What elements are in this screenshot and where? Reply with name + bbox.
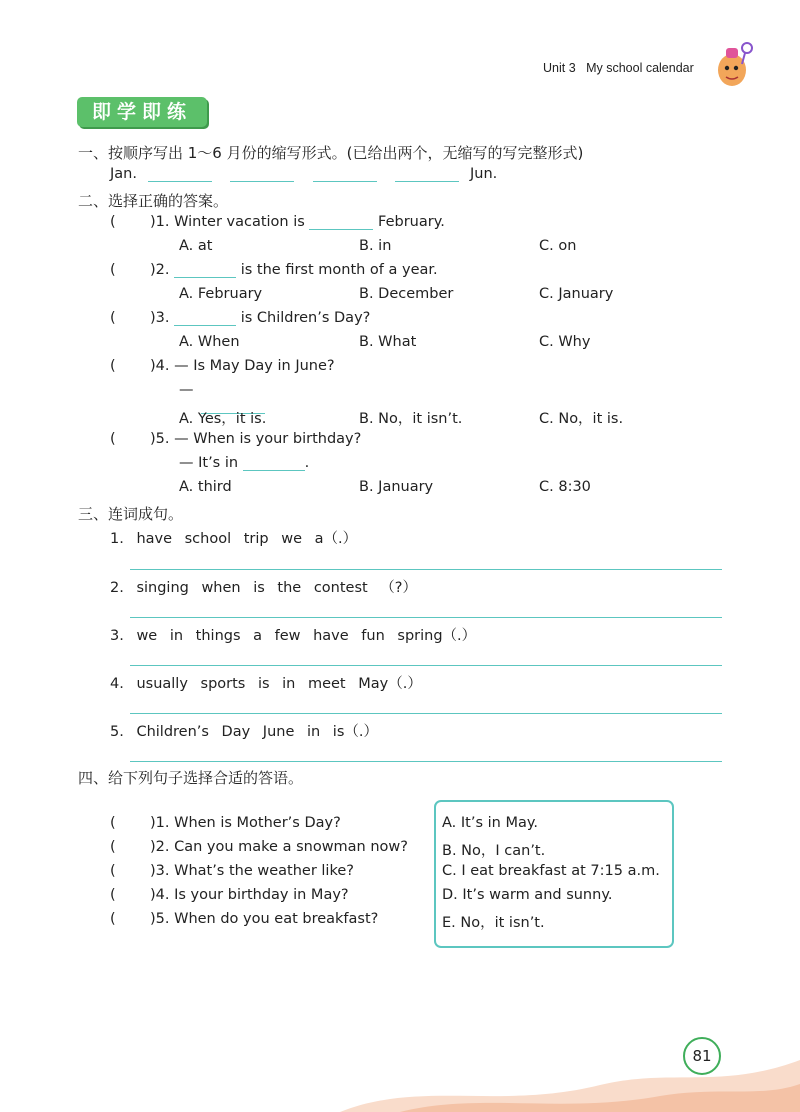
answer-paren[interactable]: ( <box>110 358 116 374</box>
option-c[interactable]: C. on <box>539 238 577 254</box>
section-badge: 即学即练 <box>77 97 207 127</box>
mascot-illustration <box>712 40 754 92</box>
match-question: )1. When is Mother’s Day? <box>150 815 341 831</box>
answer-paren[interactable]: ( <box>110 431 116 447</box>
answer-blank[interactable] <box>243 456 305 471</box>
scrambled-words: 5. Children’s Day June in is（.） <box>110 724 378 740</box>
month-jun: Jun. <box>470 166 498 182</box>
question-text: is Children’s Day? <box>240 310 371 326</box>
unit-label: Unit 3 <box>543 61 576 75</box>
match-answer: C. I eat breakfast at 7:15 a.m. <box>442 863 660 879</box>
answer-paren[interactable]: ( <box>110 214 116 230</box>
match-question: )3. What’s the weather like? <box>150 863 354 879</box>
match-question: )5. When do you eat breakfast? <box>150 911 379 927</box>
question-text: — When is your birthday? <box>174 431 362 447</box>
option-a[interactable]: A. February <box>179 286 263 302</box>
question-text: Winter vacation is <box>174 214 305 230</box>
option-a[interactable]: A. Yes，it is. <box>179 411 267 427</box>
answer-blank[interactable] <box>174 263 236 278</box>
match-question: )4. Is your birthday in May? <box>150 887 349 903</box>
mcq-question <box>150 310 370 326</box>
match-answer: A. It’s in May. <box>442 815 538 831</box>
answer-paren[interactable]: ( <box>110 911 116 927</box>
question-number: )2. <box>150 262 170 278</box>
footer-wave-decoration <box>340 1040 800 1112</box>
match-answer: D. It’s warm and sunny. <box>442 887 613 903</box>
match-answer: E. No，it isn’t. <box>442 915 545 931</box>
question-number: )5. <box>150 431 170 447</box>
answer-blank[interactable] <box>174 311 236 326</box>
answer-line[interactable] <box>130 761 722 762</box>
option-c[interactable]: C. No，it is. <box>539 411 624 427</box>
scrambled-words: 4. usually sports is in meet May（.） <box>110 676 422 692</box>
scrambled-words: 3. we in things a few have fun spring（.） <box>110 628 477 644</box>
answer-blank[interactable] <box>395 167 459 182</box>
option-b[interactable]: B. What <box>359 334 417 350</box>
option-c[interactable]: C. 8:30 <box>539 479 591 495</box>
option-a[interactable]: A. third <box>179 479 232 495</box>
answer-blank[interactable] <box>230 167 294 182</box>
answer-paren[interactable]: ( <box>110 863 116 879</box>
mcq-question <box>150 358 335 374</box>
question-number: )1. <box>150 214 170 230</box>
section4-heading: 四、给下列句子选择合适的答语。 <box>78 769 304 787</box>
section2-heading: 二、选择正确的答案。 <box>78 192 229 210</box>
scrambled-words: 2. singing when is the contest （?） <box>110 580 418 596</box>
answer-blank[interactable] <box>309 215 373 230</box>
answer-paren[interactable]: ( <box>110 839 116 855</box>
answer-paren[interactable]: ( <box>110 262 116 278</box>
option-b[interactable]: B. in <box>359 238 392 254</box>
period: . <box>304 455 310 471</box>
dialogue-reply <box>179 455 309 471</box>
question-text: is the first month of a year. <box>240 262 438 278</box>
option-a[interactable]: A. at <box>179 238 213 254</box>
option-b[interactable]: B. December <box>359 286 454 302</box>
match-answer: B. No，I can’t. <box>442 843 546 859</box>
page-header <box>543 61 694 75</box>
question-text: — Is May Day in June? <box>174 358 335 374</box>
question-number: )4. <box>150 358 170 374</box>
answer-line[interactable] <box>130 665 722 666</box>
dash: — <box>179 382 194 398</box>
mcq-question <box>150 431 361 447</box>
section1-heading: 一、按顺序写出 1～6 月份的缩写形式。(已给出两个，无缩写的写完整形式) <box>78 144 584 162</box>
month-row <box>110 166 497 182</box>
scrambled-words: 1. have school trip we a（.） <box>110 531 358 547</box>
month-jan: Jan. <box>110 166 137 182</box>
answer-line[interactable] <box>130 713 722 714</box>
option-c[interactable]: C. Why <box>539 334 591 350</box>
answer-paren[interactable]: ( <box>110 815 116 831</box>
answer-blank[interactable] <box>313 167 377 182</box>
question-text: — It’s in <box>179 455 239 471</box>
option-b[interactable]: B. January <box>359 479 434 495</box>
question-text: February. <box>378 214 445 230</box>
question-number: )3. <box>150 310 170 326</box>
option-c[interactable]: C. January <box>539 286 614 302</box>
match-question: )2. Can you make a snowman now? <box>150 839 408 855</box>
answer-line[interactable] <box>130 617 722 618</box>
answer-paren[interactable]: ( <box>110 310 116 326</box>
mcq-question <box>150 262 438 278</box>
answer-paren[interactable]: ( <box>110 887 116 903</box>
answer-blank[interactable] <box>148 167 212 182</box>
section3-heading: 三、连词成句。 <box>78 505 184 523</box>
option-a[interactable]: A. When <box>179 334 240 350</box>
unit-title: My school calendar <box>586 61 694 75</box>
answer-line[interactable] <box>130 569 722 570</box>
page-number: 81 <box>683 1037 721 1075</box>
option-b[interactable]: B. No，it isn’t. <box>359 411 463 427</box>
mcq-question <box>150 214 445 230</box>
